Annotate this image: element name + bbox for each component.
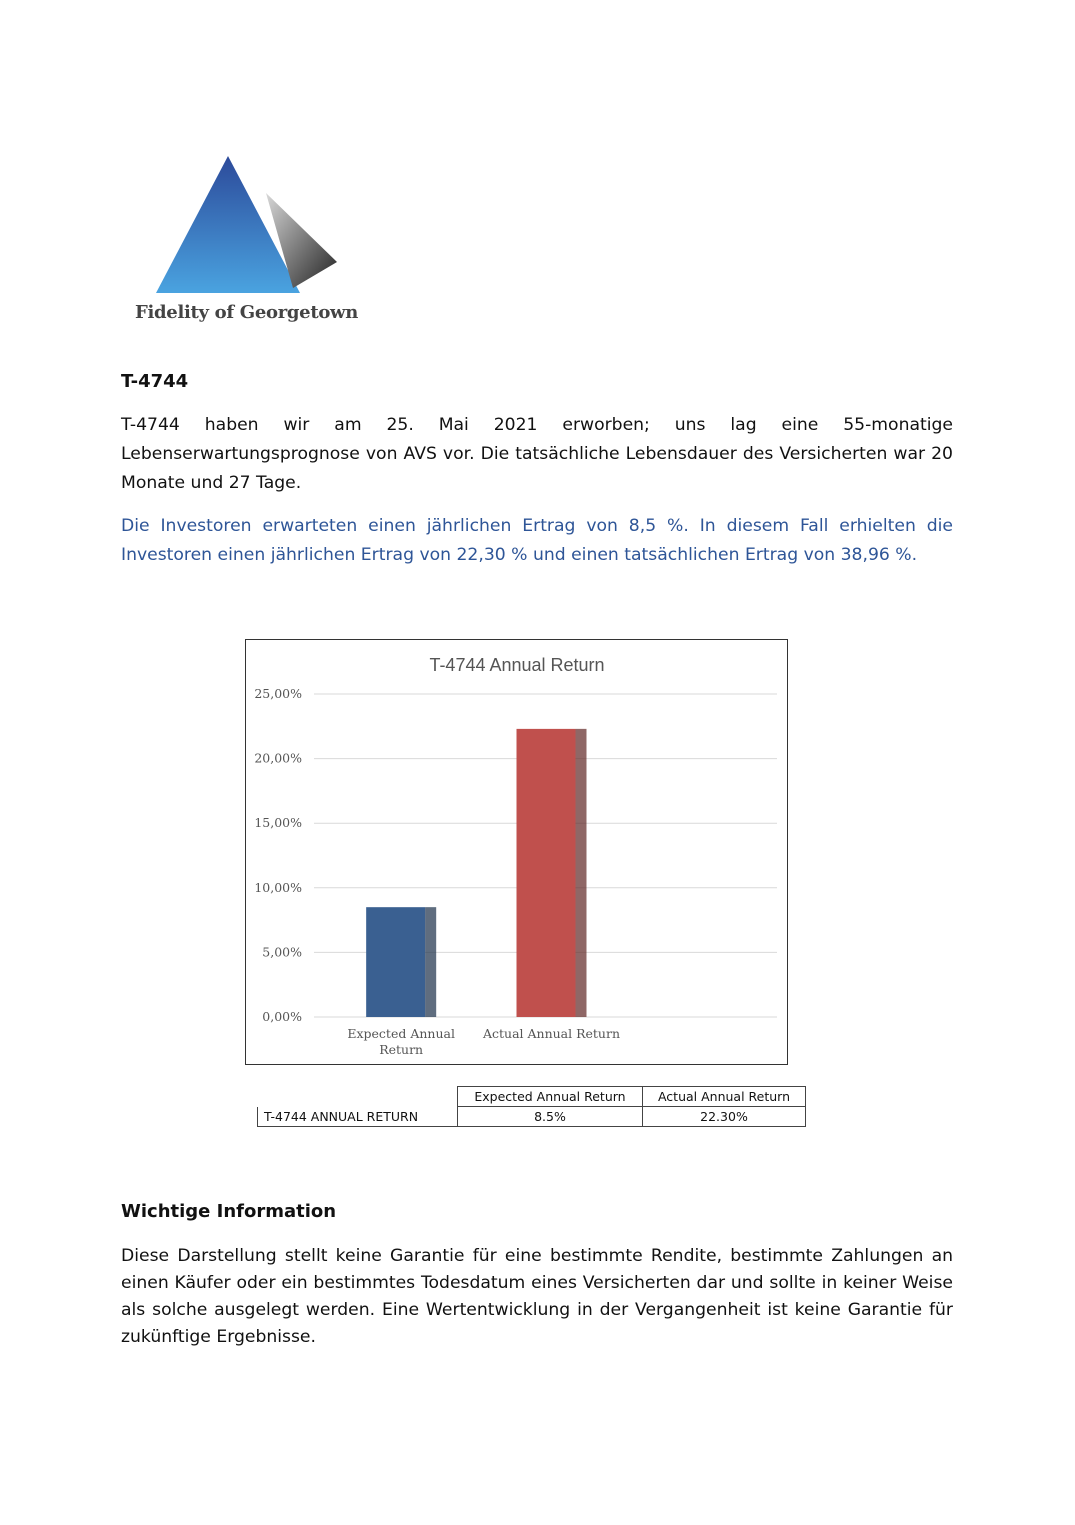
y-tick-label: 10,00%: [254, 879, 302, 895]
bar-side-shade: [425, 907, 436, 1017]
company-logo: [130, 150, 360, 335]
logo-company-name: Fidelity of Georgetown: [135, 302, 359, 323]
bar: [366, 907, 425, 1017]
y-tick-label: 0,00%: [262, 1009, 302, 1024]
acquisition-paragraph: T-4744 haben wir am 25. Mai 2021 erworben; uns lag eine 55-monatige Lebenserwartungsprognose von AVS vor. Die tatsächliche Lebensdauer des Versicherten war 20 Monate und 27 Tage.: [121, 415, 953, 493]
annual-return-chart: [245, 639, 788, 1065]
table-header-expected: Expected Annual Return: [458, 1087, 643, 1107]
table-row: [258, 1107, 806, 1127]
x-tick-label: Return: [379, 1042, 424, 1057]
bar-side-shade: [576, 729, 587, 1017]
table-header-actual: Actual Annual Return: [643, 1087, 806, 1107]
y-tick-label: 5,00%: [262, 944, 302, 960]
table-cell-expected: 8.5%: [458, 1107, 643, 1127]
returns-paragraph: Die Investoren erwarteten einen jährlichen Ertrag von 8,5 %. In diesem Fall erhielten die Investoren einen jährlichen Ertrag von 22,30 % und einen tatsächlichen Ertrag von 38,96 %.: [121, 516, 953, 565]
section-heading: T-4744: [121, 371, 189, 392]
table-row-label: T-4744 ANNUAL RETURN: [258, 1107, 458, 1127]
chart-title: T-4744 Annual Return: [429, 655, 605, 675]
info-heading: Wichtige Information: [121, 1201, 337, 1222]
table-cell-actual: 22.30%: [643, 1107, 806, 1127]
y-tick-label: 25,00%: [254, 686, 302, 701]
y-tick-label: 20,00%: [254, 750, 302, 766]
table-header-row: [258, 1087, 806, 1107]
y-tick-label: 15,00%: [254, 815, 302, 831]
table-header-empty: [258, 1087, 458, 1107]
chart-canvas: [246, 640, 787, 1064]
logo-triangle-mark: [130, 150, 360, 300]
info-paragraph: Diese Darstellung stellt keine Garantie für eine bestimmte Rendite, bestimmte Zahlungen an einen Käufer oder ein bestimmtes Todesdatum eines Versicherten dar und sollte in keiner Weise als solche ausgelegt werden. Eine Wertentwicklung in der Vergangenheit ist keine Garantie für zukünftige Ergebnisse.: [121, 1246, 953, 1347]
bar: [517, 729, 576, 1017]
x-tick-label: Actual Annual Return: [482, 1026, 621, 1041]
x-tick-label: Expected Annual: [347, 1026, 455, 1041]
annual-return-table: [257, 1086, 806, 1127]
